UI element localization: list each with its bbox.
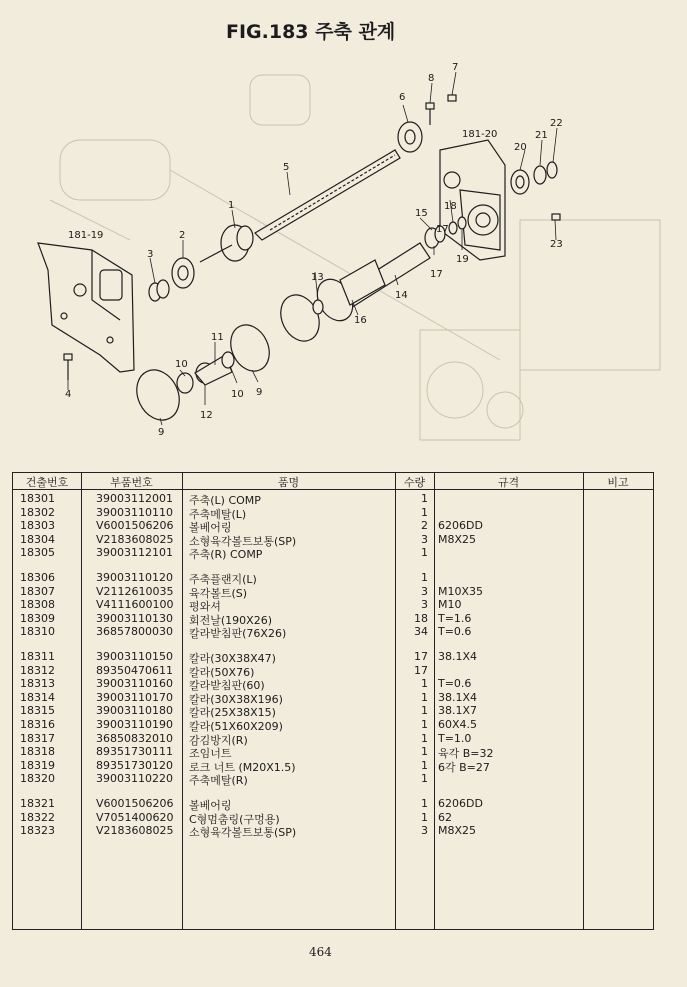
exploded-parts-diagram [0,0,687,470]
cell-spec: 6각 B=27 [438,760,490,774]
callout-4: 4 [65,389,72,400]
callout-181-20: 181-20 [462,129,498,140]
cell-name: 육각볼트(S) [189,586,248,600]
cell-code: V6001506206 [96,797,174,810]
callout-9b: 9 [158,427,165,438]
cell-no: 18313 [20,677,55,691]
callout-12: 12 [200,410,213,421]
cell-spec: 38.1X7 [438,704,478,718]
cell-name: 주축메탈(R) [189,774,248,788]
cell-no: 18303 [20,519,55,533]
header-name: 품명 [277,476,300,489]
cell-qty: 1 [421,758,428,772]
callout-17a: 17 [430,269,443,280]
cell-name: 조임너트 [189,747,232,761]
cell-qty: 1 [421,492,428,505]
cell-qty: 1 [421,797,428,810]
cell-code: 39003112001 [96,492,173,505]
cell-qty: 17 [414,663,428,677]
cell-name: 주축(R) COMP [189,548,263,562]
cell-no: 18302 [20,505,55,519]
cell-name: 평와셔 [189,600,221,614]
cell-no: 18317 [20,731,55,745]
cell-no: 18319 [20,758,55,772]
cell-qty: 1 [421,690,428,704]
table-header [13,473,653,490]
callout-19: 19 [456,254,469,265]
cell-code: 89351730111 [96,745,173,759]
cell-qty: 1 [421,505,428,519]
cell-spec: 육각 B=32 [438,747,494,761]
callout-16: 16 [354,315,367,326]
cell-code: 39003110220 [96,772,173,786]
cell-name: 볼베어링 [189,799,232,812]
cell-name: 칼라(51X60X209) [189,720,283,733]
cell-code: V6001506206 [96,519,174,533]
callout-13: 13 [311,272,324,283]
cell-no: 18321 [20,797,55,810]
cell-code: V2112610035 [96,584,174,598]
cell-no: 18323 [20,824,55,838]
cell-spec: T=1.0 [438,731,472,745]
cell-spec: 38.1X4 [438,690,478,704]
callout-3: 3 [147,249,154,260]
cell-no: 18305 [20,546,55,560]
callout-20: 20 [514,142,527,153]
cell-qty: 18 [414,611,428,625]
callout-6: 6 [399,92,406,103]
cell-no: 18306 [20,571,55,584]
cell-name: 볼베어링 [189,521,232,535]
cell-qty: 1 [421,810,428,824]
cell-qty: 1 [421,677,428,691]
callout-18: 18 [444,201,457,212]
table-row [13,823,653,838]
left-frame-plate [38,243,134,372]
bearing-housing [149,258,194,301]
cell-spec: 6206DD [438,519,483,533]
cell-qty: 1 [421,718,428,731]
cell-qty: 3 [421,598,428,612]
cell-no: 18312 [20,663,55,677]
cell-spec: M10 [438,598,462,612]
cell-code: V2183608025 [96,532,174,546]
upper-flange-parts [398,95,456,152]
cell-spec: 62 [438,810,452,824]
lower-shaft [310,243,430,327]
cell-spec: M10X35 [438,584,484,598]
cell-name: 회전날(190X26) [189,613,272,627]
cell-code: V7051400620 [96,810,174,824]
cell-qty: 3 [421,532,428,546]
cell-spec: T=0.6 [438,625,472,639]
cell-spec: 38.1X4 [438,650,478,663]
header-remark: 비고 [607,476,629,489]
callout-10b: 10 [231,389,244,400]
cell-name: 칼라(25X38X15) [189,706,276,720]
cell-qty: 1 [421,772,428,786]
cell-no: 18318 [20,745,55,759]
cell-qty: 17 [414,650,428,663]
cell-spec: T=1.6 [438,611,472,625]
callout-8: 8 [428,73,435,84]
cell-code: 36850832010 [96,731,173,745]
callout-15: 15 [415,208,428,219]
cell-no: 18304 [20,532,55,546]
cell-code: V4111600100 [96,598,174,612]
cell-name: 주축플랜지(L) [189,573,257,586]
cell-no: 18322 [20,810,55,824]
cell-code: 39003110120 [96,571,173,584]
header-no: 건출번호 [25,476,69,489]
cell-no: 18314 [20,690,55,704]
cell-no: 18309 [20,611,55,625]
cell-name: 주축(L) COMP [189,494,261,507]
page-title: FIG.183 주축 관계 [226,21,396,43]
cell-code: 36857800030 [96,625,173,639]
cell-qty: 34 [414,625,428,639]
cell-code: 39003110130 [96,611,173,625]
cell-no: 18307 [20,584,55,598]
cell-name: 주축메탈(L) [189,507,247,521]
page-number: 464 [309,945,332,959]
cell-code: 39003110110 [96,505,173,519]
cell-no: 18315 [20,704,55,718]
header-spec: 규격 [497,476,520,489]
cell-no: 18311 [20,650,55,663]
callout-22: 22 [550,118,563,129]
callout-21: 21 [535,130,548,141]
cell-qty: 3 [421,824,428,838]
cell-spec: 60X4.5 [438,718,478,731]
cell-code: 89350470611 [96,663,173,677]
right-bearing-parts [511,162,560,220]
cell-no: 18310 [20,625,55,639]
callout-9a: 9 [256,387,263,398]
bolts [64,354,72,380]
cell-spec: M8X25 [438,824,477,838]
cell-spec: 6206DD [438,797,483,810]
main-shaft [255,150,400,240]
shaft-flange [200,225,253,262]
cell-qty: 1 [421,704,428,718]
callout-181-19: 181-19 [68,230,104,241]
table-row [13,545,653,560]
table-row [13,771,653,786]
callout-11: 11 [211,332,224,343]
cell-qty: 3 [421,584,428,598]
callout-1: 1 [228,200,235,211]
cell-spec: M8X25 [438,532,477,546]
cell-qty: 2 [421,519,428,533]
cell-qty: 1 [421,546,428,560]
cell-no: 18301 [20,492,55,505]
cell-code: 39003112101 [96,546,173,560]
callout-2: 2 [179,230,186,241]
cell-qty: 1 [421,571,428,584]
callout-7: 7 [452,62,459,73]
cell-code: 39003110190 [96,718,173,731]
parts-table [12,472,654,930]
cell-name: 칼라(30X38X47) [189,652,276,665]
cell-name: 로크 너트 (M20X1.5) [189,760,296,774]
cell-name: 소형육각볼트보통(SP) [189,826,297,840]
cell-no: 18316 [20,718,55,731]
callout-14: 14 [395,290,408,301]
cell-spec: T=0.6 [438,677,472,691]
callout-23: 23 [550,239,563,250]
cell-qty: 1 [421,745,428,759]
right-frame-plate [440,140,505,260]
cell-code: V2183608025 [96,824,174,838]
cell-no: 18320 [20,772,55,786]
cell-qty: 1 [421,731,428,745]
callout-5: 5 [283,162,290,173]
cell-code: 39003110160 [96,677,173,691]
cell-name: C형멈춤링(구멍용) [189,812,280,826]
header-code: 부품번호 [110,476,153,489]
table-row [13,624,653,639]
cell-name: 칼라받침판(76X26) [189,627,287,641]
cell-name: 칼라받침판(60) [189,679,265,693]
cell-code: 39003110170 [96,690,173,704]
header-qty: 수량 [403,476,426,489]
rotary-blades [129,289,327,427]
cell-name: 소형육각볼트보통(SP) [189,534,297,548]
cell-no: 18308 [20,598,55,612]
cell-name: 칼라(30X38X196) [189,692,283,706]
callout-17b: 17 [436,224,449,235]
cell-name: 감김방지(R) [189,733,248,747]
cell-code: 39003110180 [96,704,173,718]
cell-code: 39003110150 [96,650,173,663]
cell-code: 89351730120 [96,758,173,772]
callout-10a: 10 [175,359,188,370]
cell-name: 칼라(50X76) [189,665,255,679]
